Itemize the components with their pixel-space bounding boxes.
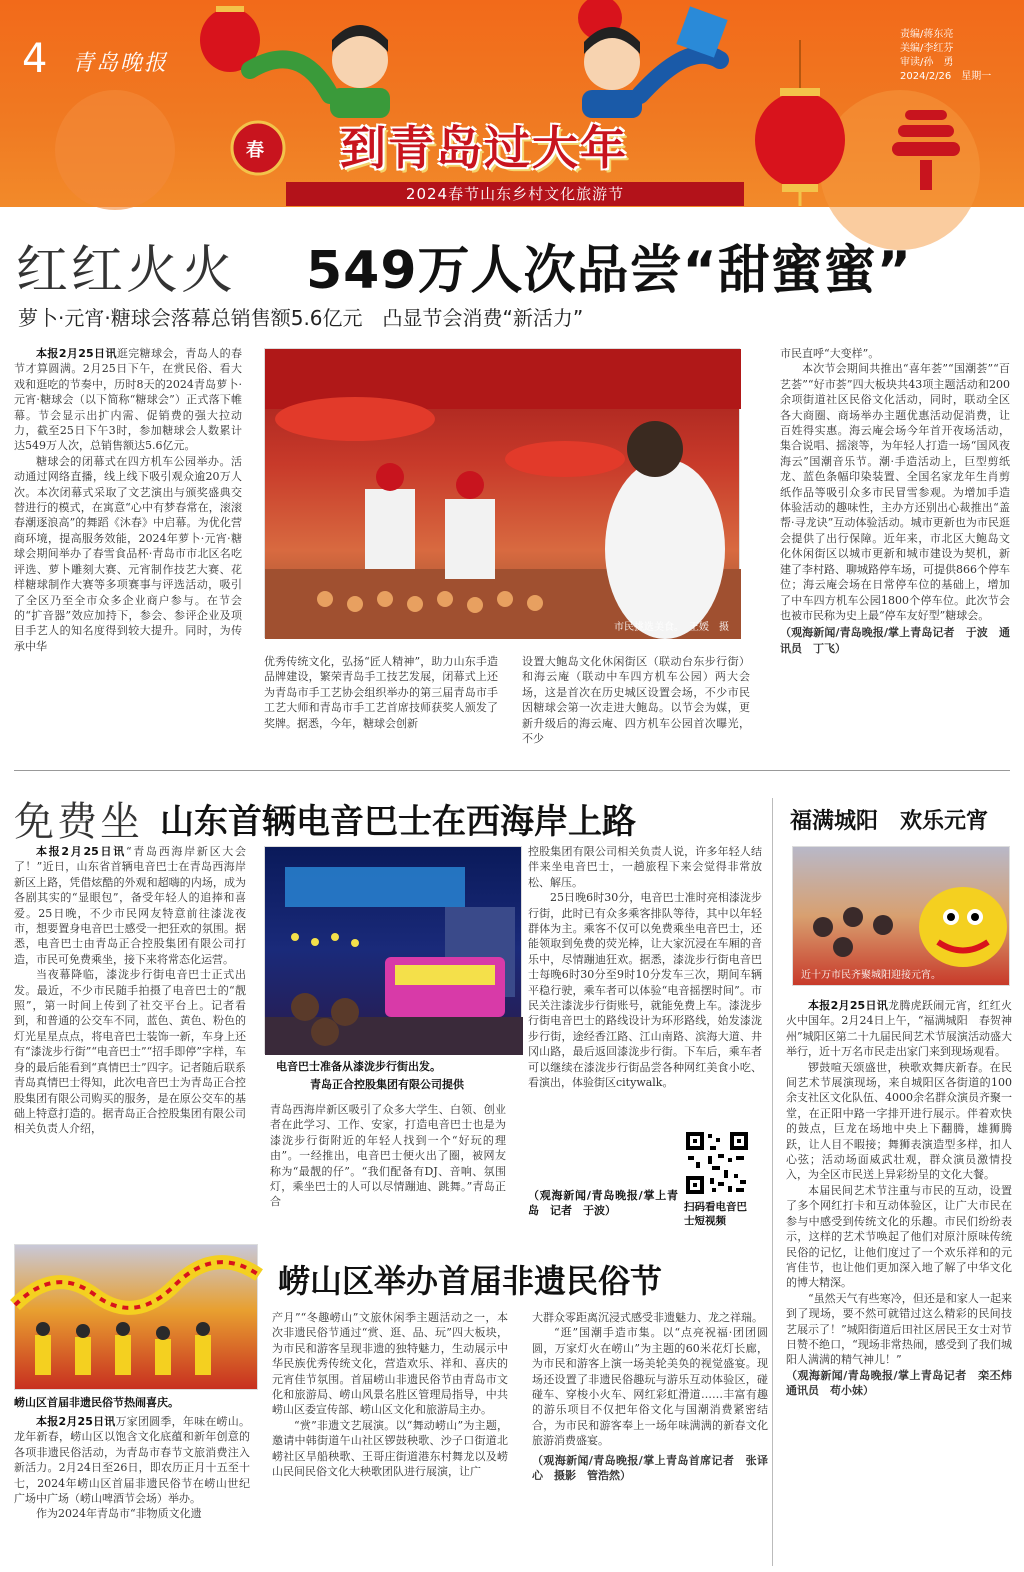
article1-subhead: 萝卜·元宵·糖球会落幕总销售额5.6亿元 凸显节会消费“新活力” (18, 306, 584, 330)
article3-col3 (532, 1310, 768, 1566)
article3-photo (14, 1244, 258, 1390)
article4-dateline: 本报2月25日讯 (808, 999, 889, 1012)
article2-paragraph: 25日晚6时30分，电音巴士准时亮相漆泷步行街，此时已有众多乘客排队等待，其中以年轻群体为主。乘客不仅可以免费乘坐电音巴士，还能领取到免费的荧光棒，让大家沉浸在车厢的音乐中，尽情蹦迪狂欢。据悉，漆泷步行街电音巴士每晚6时30分至9时10分发车三次，期间车辆平稳行驶，乘车者可以体验“电音摇摆时间”。市民关注漆泷步行街账号，就能免费上车。漆泷步行街电音巴士的路线设计为环形路线，始发漆泷步行街，途经香江路、江山南路、滨海大道、井冈山路，最后返回漆泷步行街。下车后，乘车者可以继续在漆泷步行街品尝各种网红美食小吃、看演出，体验街区citywalk。 (528, 891, 762, 1090)
issue-date: 2024/2/26 星期一 (900, 71, 992, 82)
article4-headline: 福满城阳 欢乐元宵 (790, 809, 989, 834)
article2-kicker: 免费坐 (14, 799, 143, 845)
article1-paragraph: 糖球会的闭幕式在四方机车公园举办。活动通过网络直播，线上线下吸引观众逾20万人次。本次闭幕式采取了文艺演出与颁奖盛典交替进行的模式，在寓意“心中有梦春常在，滚滚春潮逐浪高”的舞蹈《沐春》中启幕。为优化营商环境，提高服务效能，2024年萝卜·元宵·糖球会期间举办了春雪食品杯·青岛市市北区名吃评选、萝卜雕刻大赛、元宵制作技艺大赛、花样糖球制作大赛等多项赛事与评选活动，吸引了全区乃至全市众多企业商户参与。在节会的“扩音器”效应加持下，参会、参评企业及项目手艺人的知名度得到较大提升。同时，为传承中华 (14, 454, 242, 653)
section-divider (14, 770, 1010, 771)
article1-col3: 设置大鲍岛文化休闲街区（联动台东步行街）和海云庵（联动中车四方机车公园）两大会场，这是首次在历史城区设置会场，不少市民因糖球会第一次走进大鲍岛。以节会为媒，更新升级后的海云庵、四方机车公园首次曝光，不少 (522, 655, 750, 746)
article4-photo (792, 846, 1010, 986)
article2-col1 (14, 844, 246, 1238)
qr-code[interactable] (684, 1130, 750, 1196)
spring-badge-label: 春 (246, 140, 264, 161)
article1-lead: 逛完糖球会，青岛人的春节才算圆满。2月25日下午，在赏民俗、看大戏和逛吃的节奏中，历时8天的2024青岛萝卜·元宵·糖球会（以下简称“糖球会”）正式落下帷幕。节会显示出扩内需、促销费的强大拉动力，截至25日下午3时，参加糖球会人数累计达549万人次，总销售额达5.6亿元。 (14, 347, 242, 453)
article3-paragraph: “赏”非遗文艺展演。以“舞动崂山”为主题，邀请中韩街道午山社区锣鼓秧歌、沙子口街道北崂社区旱船秧歌、王哥庄街道港东村舞龙以及崂山民间民俗文化大秧歌团队进行展演，让广 (272, 1418, 508, 1479)
article3-dateline: 本报2月25日讯 (36, 1415, 116, 1428)
article4-paragraph: 锣鼓喧天颂盛世，秧歌欢舞庆新春。在民间艺术节展演现场，来自城阳区各街道的100余支社区文化队伍、4000余名群众演员齐聚一堂，在正阳中路一字排开进行展示。伴着欢快的鼓点，巨龙在场地中央上下翻腾，雄狮腾跃，让人目不暇接；舞狮表演造型多样，扣人心弦；活动场面威武壮观，群众演员激情投入，为全区市民送上异彩纷呈的文化大餐。 (786, 1060, 1012, 1182)
article1-paragraph: 市民直呼“大变样”。 (780, 347, 880, 360)
article3-paragraph: 作为2024年青岛市“非物质文化遗 (36, 1507, 202, 1521)
article3-col2 (272, 1310, 508, 1566)
article1-kicker: 红红火火 (16, 241, 237, 301)
qr-caption: 扫码看电音巴士短视频 (684, 1201, 747, 1227)
article4-byline: （观海新闻/青岛晚报/掌上青岛记者 栾丕炜 通讯员 苟小妹） (786, 1368, 1023, 1398)
article1-paragraph: 本次节会期间共推出“喜年荟”“国潮荟”“百艺荟”“好市荟”四大板块共43项主题活动和200余项街道社区民俗文化活动，同时，联动全区各大商圈、商场举办主题优惠活动促消费，让百姓得实惠。海云庵会场今年首开夜场活动，集合说唱、摇滚等，为年轻人打造一场“国风夜海云”国潮音乐节。潮·手造活动上，巨型剪纸龙、蓝色条幅印染装置、全国名家龙年生肖剪纸作品等吸引众多市民冒雪参观。为增加手造体验活动的趣味性，主办方还别出心裁推出“盖帮·寻龙诀”互动体验活动。城市更新也为市民逛会提供了出行保障。近年来，市北区大鲍岛文化休闲街区以城市更新和城市建设为契机，新建了李村路、聊城路停车场，可提供866个停车位；海云庵会场在日常停车位的基础上，增加了中车四方机车公园1800个停车位。此次节会也被市民称为史上最“停车友好型”糖球会。 (780, 362, 1010, 622)
article2-photo-caption: 电音巴士准备从漆泷步行街出发。 (276, 1060, 441, 1073)
article1-photo (264, 348, 740, 638)
article4-paragraph: 本届民间艺术节注重与市民的互动，设置了多个网红打卡和互动体验区，让广大市民在参与中感受到传统文化的乐趣。市民们纷纷表示，这样的艺术节唤起了他们对原汁原味传统民俗的记忆，让他们度过了一个欢乐祥和的元宵佳节，也让他们更加深入地了解了中华文化的博大精深。 (786, 1183, 1012, 1290)
article2-photo-credit: 青岛正合控股集团有限公司提供 (310, 1078, 464, 1091)
article2-col3 (528, 844, 762, 1134)
article3-photo-caption: 崂山区首届非遗民俗节热闹喜庆。 (14, 1396, 179, 1409)
article4-photo-caption: 近十万市民齐聚城阳迎接元宵。 (801, 970, 941, 981)
article1-byline: （观海新闻/青岛晚报/掌上青岛记者 于波 通讯员 丁飞） (780, 626, 1010, 655)
article4-body (786, 998, 1023, 1566)
paper-name: 青岛晚报 (72, 51, 169, 76)
article1-col2: 优秀传统文化，弘扬“匠人精神”，助力山东手造品牌建设，繁荣青岛手工技艺发展，闭幕式上还为青岛市手工艺协会组织举办的第三届青岛市手工艺大师和青岛市手工艺首席技师获奖人颁发了奖牌。据悉，今年，糖球会创新 (264, 655, 498, 730)
article3-paragraph: “逛”国潮手造市集。以“点亮祝福·团团圆圆，万家灯火在崂山”为主题的60米花灯长廊，为市民和游客上演一场美轮美奂的视觉盛宴。现场还设置了非遗民俗趣玩与游乐互动体验区，碰碰车、穿梭小火车、网红彩虹滑道……丰富有趣的游乐项目不仅把年俗文化与国潮消费紧密结合，为市民和游客奉上一场年味满满的新春文化旅游消费盛宴。 (532, 1326, 768, 1448)
qr-code-icon (684, 1130, 750, 1196)
banner-subtitle: 2024春节山东乡村文化旅游节 (286, 182, 744, 206)
article1-dateline: 本报2月25日讯 (36, 347, 117, 360)
article3-headline: 崂山区举办首届非遗民俗节 (278, 1262, 663, 1300)
article2-byline: （观海新闻/青岛晚报/掌上青岛 记者 于波） (528, 1189, 678, 1218)
masthead (0, 0, 1024, 207)
article3-byline: （观海新闻/青岛晚报/掌上青岛首席记者 张译心 摄影 管浩然） (532, 1453, 768, 1483)
column-divider (772, 798, 773, 1566)
editor-line: 审读/孙 勇 (900, 57, 954, 68)
article1-col1 (14, 346, 242, 754)
editor-line: 美编/李红芬 (900, 43, 954, 54)
article3-paragraph: 大群众零距离沉浸式感受非遗魅力、龙之祥瑞。 (532, 1311, 763, 1324)
food-stall-photo (265, 349, 741, 639)
article1-photo-credit: 市民挑选美食。 王媛 摄 (614, 622, 729, 633)
article3-lead: 万家团圆季，年味在崂山。龙年新春，崂山区以饱含文化底蕴和新年创意的各项非遗民俗活动，为青岛市春节文旅消费注入新活力。2月24日至26日，即农历正月十五至十七，2024年崂山区首届非遗民俗节在崂山世纪广场中广场（崂山啤酒节会场）举办。 (14, 1415, 250, 1506)
cartoon-kids-icon (250, 25, 720, 118)
article2-photo (264, 846, 522, 1054)
editor-credits (900, 28, 991, 84)
article2-headline: 山东首辆电音巴士在西海岸上路 (160, 802, 636, 842)
article1-col4 (780, 346, 1010, 758)
article3-col1 (14, 1414, 250, 1566)
electric-bus-photo (265, 847, 523, 1055)
editor-line: 责编/蒋东亮 (900, 29, 954, 40)
article2-lead: “青岛西海岸新区大会了！”近日，山东省首辆电音巴士在青岛西海岸新区上路，凭借炫酷的外观和超嗨的内场，成为各剧其实的“显眼包”，备受年轻人的追捧和喜爱。25日晚，不少市民网友特意前往漆泷夜市，想要置身电音巴士感受一把狂欢的氛围。据悉，电音巴士由青岛正合控股集团有限公司打造，市民可免费乘坐，接下来将常态化运营。 (14, 845, 246, 966)
article2-dateline: 本报2月25日讯 (36, 845, 126, 858)
article4-lead: 龙腾虎跃闹元宵，红红火火中国年。2月24日上午，“福满城阳 春贺神州”城阳区第二十九届民间艺术节展演活动盛大举行，近十万名市民走出家门来到现场观看。 (786, 999, 1013, 1059)
folk-festival-photo (15, 1245, 259, 1391)
article2-col2: 青岛西海岸新区吸引了众多大学生、白领、创业者在此学习、工作、安家，打造电音巴士也是为漆泷步行街附近的年轻人找到一个“好玩的理由”。一经推出，电音巴士便火出了圈，被网友称为“最靓的仔”。“我们配备有DJ、音响、氛围灯，乘坐巴士的人可以尽情蹦迪、跳舞。”青岛正合 (270, 1103, 506, 1209)
page-number: 4 (22, 36, 48, 82)
article3-paragraph: 产月”“冬趣崂山”文旅休闲季主题活动之一，本次非遗民俗节通过“赏、逛、品、玩”四大板块，为市民和游客呈现非遗的独特魅力，生动展示中华民族优秀传统文化，营造欢乐、祥和、喜庆的元宵佳节氛围。首届崂山非遗民俗节由青岛市文化和旅游局、崂山风景名胜区管理局指导，中共崂山区委宣传部、崂山区文化和旅游局主办。 (272, 1311, 508, 1417)
article2-paragraph: 控股集团有限公司相关负责人说，许多年轻人结伴来坐电音巴士，一趟旅程下来会觉得非常放松、解压。 (528, 845, 762, 889)
article4-paragraph: “虽然天气有些寒冷，但还是和家人一起来到了现场，要不然可就错过这么精彩的民间技艺展示了！”城阳街道后田社区居民王女士对节日赞不绝口，“现场非常热闹，感受到了我们城阳人满满的精气神儿！” (786, 1291, 1012, 1367)
article2-paragraph: 当夜幕降临，漆泷步行街电音巴士正式出发。最近，不少市民随手拍摄了电音巴士的“靓照”，第一时间上传到了社交平台上。记者看到，和普通的公交车不同，蓝色、黄色、粉色的灯光星星点点，将电音巴士装饰一新，车身上还有“漆泷步行街”“电音巴士”“招手即停”字样，车身的最后能看到“真情巴士”四字。记者随后联系青岛真情巴士得知，此次电音巴士为青岛正合控股集团有限公司购买的服务，是在原公交车的基础上特意打造的。据青岛正合控股集团有限公司相关负责人介绍， (14, 968, 246, 1136)
banner-title: 到青岛过大年 (340, 121, 628, 175)
article1-headline: 549万人次品尝“甜蜜蜜” (306, 241, 912, 301)
